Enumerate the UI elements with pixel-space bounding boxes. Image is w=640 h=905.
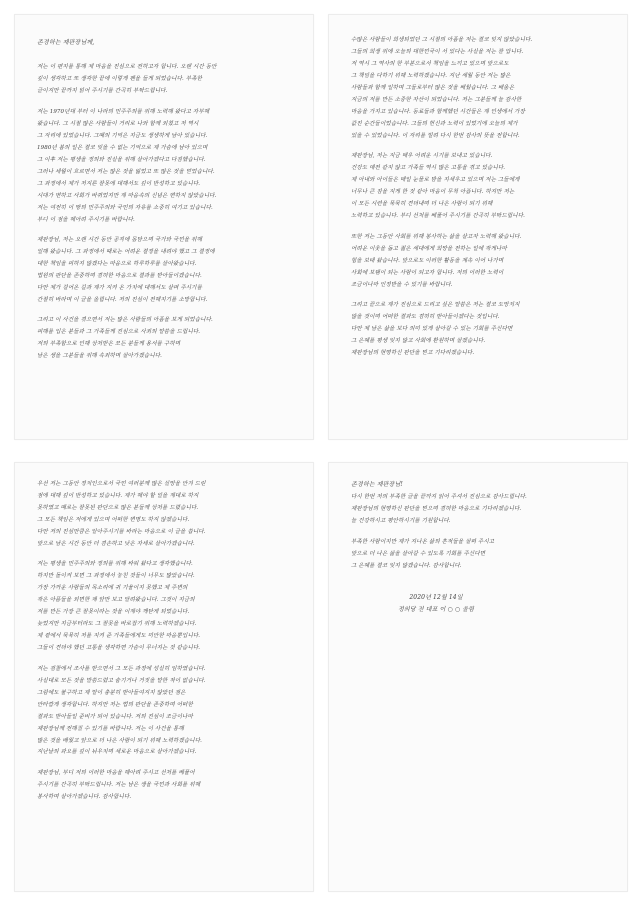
page-4-paragraph-2 (351, 537, 611, 572)
text-line: 저 역시 그 역사의 한 부분으로서 책임을 느끼고 있으며 앞으로도 (351, 60, 509, 67)
text-line: 1980년 봄의 일은 결코 잊을 수 없는 기억으로 제 가슴에 남아 있으며 (37, 144, 208, 151)
text-line: 저는 1970년대 부터 이 나라의 민주주의를 위해 노력해 왔다고 자부해 (37, 108, 210, 115)
text-line: 재판장님, 저는 지금 매우 어려운 시기를 보내고 있습니다. (351, 153, 493, 160)
text-line: 않을 것이며 어떠한 결과도 겸허히 받아들이겠다는 것입니다. (351, 313, 500, 320)
text-line: 부족한 사람이지만 제가 지나온 삶의 흔적들을 살펴 주시고 (351, 538, 495, 545)
text-line: 작은 아픔들을 외면한 채 앞만 보고 달려왔습니다. 그것이 지금의 (37, 597, 195, 604)
page-3-paragraph-3 (37, 664, 297, 759)
text-line: 저는 여전히 이 땅의 민주주의와 국민의 자유를 소중히 여기고 있습니다. (37, 204, 213, 211)
page-1-paragraph-3 (37, 235, 297, 306)
text-line: 남은 생을 그분들을 위해 속죄하며 살아가겠습니다. (37, 353, 163, 360)
text-line: 재판장님의 현명하신 판단을 믿으며 겸허한 마음으로 기다리겠습니다. (351, 506, 522, 513)
text-line: 봉사하며 살아가겠습니다. 감사합니다. (37, 793, 132, 800)
text-line: 이 모든 시련을 묵묵히 견뎌내며 더 나은 사람이 되기 위해 (351, 201, 493, 208)
page-1-text (37, 37, 297, 372)
letter-signature: 정의당 전 대표 이 ○ ○ 올림 (397, 606, 475, 614)
text-line: 다만 제 남은 삶을 보다 의미 있게 살아갈 수 있는 기회를 주신다면 (351, 325, 513, 332)
text-line: 피해를 입은 분들과 그 가족들께 진심으로 사죄의 말씀을 드립니다. (37, 329, 201, 336)
text-line: 그들의 희생 위에 오늘의 대한민국이 서 있다는 사실을 저는 잘 압니다. (351, 48, 524, 55)
text-line: 못하였고 때로는 잘못된 판단으로 많은 분들께 상처를 드렸습니다. (37, 504, 199, 511)
text-line: 다시 한번 저의 부족한 글을 끝까지 읽어 주셔서 진심으로 감사드립니다. (351, 494, 527, 501)
text-line: 법원의 판단을 존중하며 겸허한 마음으로 결과를 받아들이겠습니다. (37, 272, 202, 279)
text-line: 깊이 생각하고 또 생각한 끝에 이렇게 펜을 들게 되었습니다. 부족한 (37, 76, 203, 83)
text-line: 그러나 세월이 흐르면서 저는 많은 것을 잃었고 또 많은 것을 얻었습니다. (37, 168, 215, 175)
text-line: 그 모든 책임은 저에게 있으며 어떠한 변명도 하지 않겠습니다. (37, 516, 190, 523)
letter-page-3 (14, 462, 314, 892)
text-line: 마음을 가지고 있습니다. 동료들과 함께했던 시간들은 제 인생에서 가장 (351, 108, 525, 115)
text-line: 많은 것을 배웠고 앞으로 더 나은 사람이 되기 위해 노력하겠습니다. (37, 737, 203, 744)
text-line: 제 곁에서 묵묵히 저를 지켜 준 가족들에게도 미안한 마음뿐입니다. (37, 633, 201, 640)
text-line: 일해 왔습니다. 그 과정에서 때로는 어려운 결정을 내려야 했고 그 결정에 (37, 248, 215, 255)
page-4-greeting (351, 479, 611, 490)
page-1-paragraph-4 (37, 315, 297, 362)
page-3-paragraph-1 (37, 479, 297, 550)
text-line: 앞으로 남은 시간 동안 더 겸손하고 낮은 자세로 살아가겠습니다. (37, 540, 195, 547)
text-line: 그리고 이 사건을 겪으면서 저는 많은 사람들의 아픔을 보게 되었습니다. (37, 317, 213, 324)
text-line: 부디 이 점을 헤아려 주시기를 바랍니다. (37, 216, 135, 223)
page-1-greeting (37, 37, 297, 48)
page-3-text (37, 479, 297, 812)
text-line: 저는 평생을 민주주의와 정의를 위해 싸워 왔다고 생각했습니다. (37, 561, 193, 568)
text-line: 앞으로 더 나은 삶을 살아갈 수 있도록 기회를 주신다면 (351, 550, 486, 557)
letter-page-2 (328, 14, 628, 440)
text-line: 조금이나마 인정받을 수 있기를 바랍니다. (351, 281, 453, 288)
text-line: 값진 순간들이었습니다. 그들의 헌신과 노력이 있었기에 오늘의 제가 (351, 120, 518, 127)
text-line: 저는 검찰에서 조사를 받으면서 그 모든 과정에 성실히 임하였습니다. (37, 665, 206, 672)
text-line: 그들이 견뎌야 했던 고통을 생각하면 가슴이 무너지는 것 같습니다. (37, 645, 201, 652)
text-line: 있을 수 있었습니다. 이 자리를 빌려 다시 한번 감사의 뜻을 전합니다. (351, 132, 520, 139)
text-line: 재판장님, 저는 오랜 시간 동안 공직에 몸담으며 국가와 국민을 위해 (37, 237, 203, 243)
page-4-signature-block (351, 592, 611, 615)
page-4-text (351, 479, 611, 624)
text-line: 또한 저는 그동안 사회를 위해 봉사하는 삶을 살고자 노력해 왔습니다. (351, 233, 522, 240)
page-4-paragraph-1 (351, 492, 611, 527)
page-2-paragraph-3 (351, 232, 611, 291)
text-line: 힘을 보태 왔습니다. 앞으로도 이러한 활동을 계속 이어 나가며 (351, 257, 504, 264)
text-line: 어려운 이웃을 돕고 젊은 세대에게 희망을 전하는 일에 작게나마 (351, 245, 507, 252)
page-2-paragraph-1 (351, 35, 611, 142)
text-line: 재판장님께 전해질 수 있기를 바랍니다. 저는 이 사건을 통해 (37, 725, 184, 732)
page-2-paragraph-2 (351, 151, 611, 222)
text-line: 그 이후 저는 평생을 정의와 진실을 위해 살아가겠다고 다짐했습니다. (37, 156, 206, 163)
text-line: 우선 저는 그동안 정치인으로서 국민 여러분께 많은 실망을 안겨 드린 (37, 481, 206, 487)
text-line: 그리고 끝으로 제가 진심으로 드리고 싶은 말씀은 저는 결코 도망치지 (351, 301, 520, 308)
text-line: 노력하고 있습니다. 부디 선처를 베풀어 주시기를 간곡히 부탁드립니다. (351, 213, 525, 220)
text-line: 그 자리에 있었습니다. 그때의 기억은 지금도 생생하게 남아 있습니다. (37, 132, 208, 139)
text-line: 그 은혜를 평생 잊지 않고 사회에 환원하며 살겠습니다. (351, 337, 486, 344)
text-line: 다만 제가 걸어온 길과 제가 지켜 온 가치에 대해서도 살펴 주시기를 (37, 284, 203, 291)
text-line: 가장 가까운 사람들의 목소리에 귀 기울이지 못했고 제 주변의 (37, 585, 188, 592)
text-line: 주시기를 간곡히 부탁드립니다. 저는 남은 생을 국민과 사회를 위해 (37, 781, 201, 788)
text-line: 지난날의 과오를 깊이 뉘우치며 새로운 마음으로 살아가겠습니다. (37, 749, 197, 756)
letter-page-4 (328, 462, 628, 892)
text-line: 제 아내와 아이들은 매일 눈물로 밤을 지새우고 있으며 저는 그들에게 (351, 177, 520, 184)
text-line: 사람들과 함께 일하며 그들로부터 많은 것을 배웠습니다. 그 배움은 (351, 84, 515, 91)
text-line: 그 은혜를 결코 잊지 않겠습니다. 감사합니다. (351, 562, 462, 569)
text-line: 다만 저의 진심만큼은 알아주시기를 바라는 마음으로 이 글을 씁니다. (37, 528, 206, 535)
text-line: 저의 부족함으로 인해 상처받은 모든 분들께 용서를 구하며 (37, 341, 181, 348)
text-line: 늦었지만 지금부터라도 그 잘못을 바로잡기 위해 노력하겠습니다. (37, 621, 197, 628)
text-line: 왔습니다. 그 시절 많은 사람들이 거리로 나와 함께 외쳤고 저 역시 (37, 120, 199, 127)
text-line: 저를 만든 가장 큰 잘못이라는 것을 이제야 깨닫게 되었습니다. (37, 609, 190, 616)
text-line: 대한 책임을 피하지 않겠다는 마음으로 하루하루를 살아왔습니다. (37, 260, 197, 267)
page-1-paragraph-1 (37, 62, 297, 97)
letter-date: 2020년 12월 14일 (409, 594, 463, 602)
text-line: 재판장님의 현명하신 판단을 믿고 기다리겠습니다. (351, 349, 475, 356)
text-line: 수많은 사람들이 희생되었던 그 시절의 아픔을 저는 결코 잊지 않았습니다. (351, 37, 533, 43)
text-line: 그 과정에서 제가 저지른 잘못에 대해서도 깊이 반성하고 있습니다. (37, 180, 201, 187)
text-line: 글이지만 끝까지 읽어 주시기를 간곡히 부탁드립니다. (37, 88, 168, 95)
page-2-text (351, 35, 611, 368)
text-line: 점에 대해 깊이 반성하고 있습니다. 제가 해야 할 일을 제대로 하지 (37, 492, 199, 499)
text-line: 지금의 저를 만든 소중한 자산이 되었습니다. 저는 그분들께 늘 감사한 (351, 96, 522, 103)
text-line: 재판장님, 부디 저의 이러한 마음을 헤아려 주시고 선처를 베풀어 (37, 769, 195, 776)
page-2-paragraph-4 (351, 300, 611, 359)
text-line: 너무나 큰 짐을 지게 한 것 같아 마음이 무척 아픕니다. 하지만 저는 (351, 189, 515, 196)
text-line: 결과도 받아들일 준비가 되어 있습니다. 저의 진심이 조금이나마 (37, 713, 193, 720)
text-line: 늘 건강하시고 평안하시기를 기원합니다. (351, 518, 451, 525)
text-line: 그럼에도 불구하고 제 말이 충분히 받아들여지지 않았던 점은 (37, 689, 186, 696)
letter-page-1 (14, 14, 314, 440)
text-line: 그 책임을 다하기 위해 노력하겠습니다. 지난 세월 동안 저는 많은 (351, 72, 511, 79)
page-3-paragraph-2 (37, 559, 297, 654)
greeting-line: 존경하는 재판장님께, (37, 39, 95, 46)
text-line: 간절히 바라며 이 글을 올립니다. 저의 진심이 전해지기를 소망합니다. (37, 296, 208, 303)
text-line: 시대가 변하고 사회가 바뀌었지만 제 마음속의 신념은 변하지 않았습니다. (37, 192, 217, 199)
text-line: 안타깝게 생각합니다. 하지만 저는 법의 판단을 존중하며 어떠한 (37, 701, 193, 708)
text-line: 건강도 예전 같지 않고 가족들 역시 많은 고통을 겪고 있습니다. (351, 165, 506, 172)
text-line: 하지만 돌이켜 보면 그 과정에서 놓친 것들이 너무도 많았습니다. (37, 573, 195, 580)
text-line: 사실대로 모든 것을 말씀드렸고 숨기거나 거짓을 말한 적이 없습니다. (37, 677, 206, 684)
page-1-paragraph-2 (37, 107, 297, 226)
text-line: 저는 이 편지를 통해 제 마음을 진심으로 전하고자 합니다. 오랜 시간 동안 (37, 64, 217, 71)
page-3-paragraph-4 (37, 768, 297, 803)
greeting-line: 존경하는 재판장님! (351, 481, 403, 488)
text-line: 사회에 보탬이 되는 사람이 되고자 합니다. 저의 이러한 노력이 (351, 269, 504, 276)
